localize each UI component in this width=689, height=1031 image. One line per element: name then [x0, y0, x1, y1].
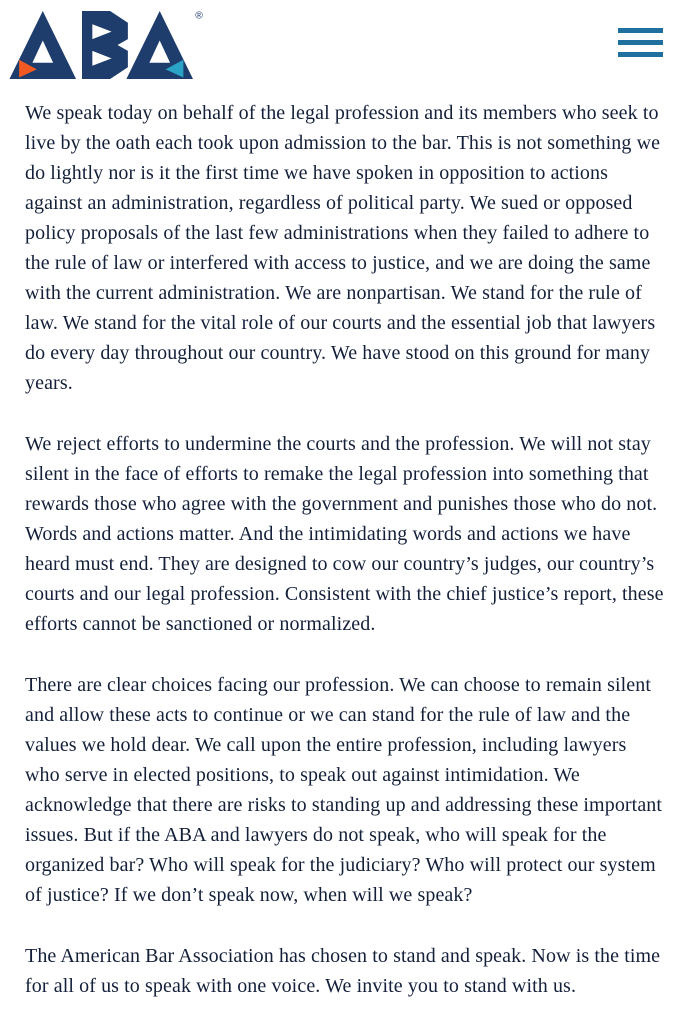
statement-paragraph-4: The American Bar Association has chosen to stand and speak. Now is the time for all of us to speak with one voice. We invite you to stand with us. — [25, 945, 661, 997]
hamburger-menu-icon[interactable] — [618, 28, 663, 57]
statement-article — [0, 82, 689, 1031]
hamburger-bar-top — [618, 28, 663, 33]
statement-paragraph-3: There are clear choices facing our profession. We can choose to remain silent and allow these acts to continue or we can stand for the rule of law and the values we hold dear. We call upon the entire profession, including lawyers who serve in elected positions, to speak out against intimidation. We acknowledge that there are risks to standing up and addressing these important issues. But if the ABA and lawyers do not speak, who will speak for the organized bar? Who will speak for the judiciary? Who will protect our system of justice? If we don’t speak now, when will we speak? — [25, 674, 663, 906]
site-header — [0, 0, 689, 82]
registered-mark: ® — [195, 10, 203, 22]
hamburger-bar-bottom — [618, 52, 663, 57]
logo-letter-b — [82, 11, 128, 79]
statement-paragraph-1: We speak today on behalf of the legal profession and its members who seek to live by the oath each took upon admission to the bar. This is not something we do lightly nor is it the first time we have spoken in opposition to actions against an administration, regardless of political party. We sued or opposed policy proposals of the last few administrations when they failed to adhere to the rule of law or interfered with access to justice, and we are doing the same with the current administration. We are nonpartisan. We stand for the rule of law. We stand for the vital role of our courts and the essential job that lawyers do every day throughout our country. We have stood on this ground for many years. — [25, 102, 661, 394]
aba-logo-icon — [8, 8, 206, 82]
statement-paragraph-2: We reject efforts to undermine the courts and the profession. We will not stay silent in the face of efforts to remake the legal profession into something that rewards those who agree with the government and punishes those who do not. Words and actions matter. And the intimidating words and actions we have heard must end. They are designed to cow our country’s judges, our country’s courts and our legal profession. Consistent with the chief justice’s report, these efforts cannot be sanctioned or normalized. — [25, 433, 664, 635]
hamburger-bar-middle — [618, 40, 663, 45]
aba-logo[interactable] — [8, 8, 206, 82]
